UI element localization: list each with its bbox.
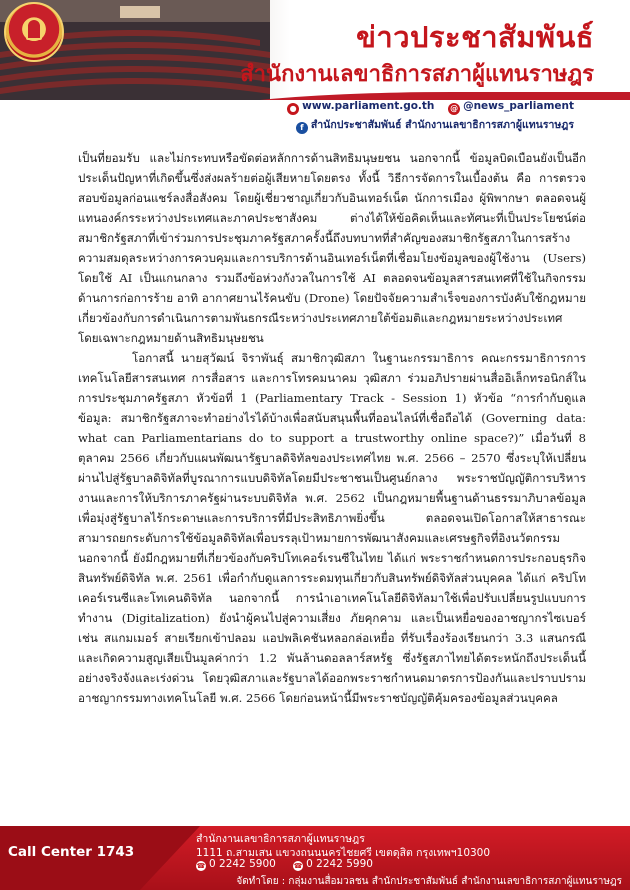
contact-row-facebook <box>296 116 574 134</box>
facebook-icon: f <box>296 122 308 134</box>
twitter-handle[interactable]: @news_parliament <box>463 100 574 112</box>
contact-row-web <box>277 100 574 115</box>
footer-phones <box>196 858 373 871</box>
call-center: Call Center 1743 <box>8 844 135 860</box>
footer-address: 1111 ถ.สามเสน แขวงถนนนครไชยศรี เขตดุสิต กรุงเทพฯ10300 <box>196 847 491 859</box>
footer-credit: จัดทำโดย : กลุ่มงานสื่อมวลชน สำนักประชาสัมพันธ์ สำนักงานเลขาธิการสภาผู้แทนราษฎร <box>236 876 622 887</box>
facebook-page[interactable]: สำนักประชาสัมพันธ์ สำนักงานเลขาธิการสภาผู้แทนราษฎร <box>310 119 574 131</box>
contact-strip <box>0 100 630 132</box>
phone-number-1: 0 2242 5900 <box>209 858 276 870</box>
website-link[interactable]: www.parliament.go.th <box>302 100 435 112</box>
article-paragraph-2: โอกาสนี้ นายสุวัฒน์ จิราพันธุ์ สมาชิกวุฒิสภา ในฐานะกรรมาธิการ คณะกรรมาธิการการเทคโนโลยีสารสนเทศ การสื่อสาร และการโทรคมนาคม วุฒิสภา ร่วมอภิปรายผ่านสื่ออิเล็กทรอนิกส์ในการประชุมภาครัฐสภา หัวข้อที่ 1 (Parliamentary Track - Session 1) หัวข้อ “การกำกับดูแลข้อมูล: สมาชิกรัฐสภาจะทำอย่างไรได้บ้างเพื่อสนับสนุนพื้นที่ออนไลน์ที่เชื่อถือได้ (Governing data: what can Parliamentarians do to support a trustworthy online space?)” เมื่อวันที่ 8 ตุลาคม 2566 เกี่ยวกับแผนพัฒนารัฐบาลดิจิทัลของประเทศไทย พ.ศ. 2566 – 2570 ซึ่งระบุให้เปลี่ยนผ่านไปสู่รัฐบาลดิจิทัลที่บูรณาการแบบดิจิทัลโดยมีประชาชนเป็นศูนย์กลาง พระราชบัญญัติการบริหารงานและการให้บริการภาครัฐผ่านระบบดิจิทัล พ.ศ. 2562 เป็นกฎหมายพื้นฐานด้านธรรมาภิบาลข้อมูลเพื่อมุ่งสู่รัฐบาลไร้กระดาษและการบริการที่มีประสิทธิภาพยิ่งขึ้น ตลอดจนเปิดโอกาสให้สาธารณะสามารถยกระดับการใช้ข้อมูลดิจิทัลเพื่อบรรลุเป้าหมายการพัฒนาสังคมและเศรษฐกิจที่อิงนวัตกรรม นอกจากนี้ ยังมีกฎหมายที่เกี่ยวข้องกับคริปโทเคอร์เรนซีในไทย ได้แก่ พระราชกำหนดการประกอบธุรกิจสินทรัพย์ดิจิทัล พ.ศ. 2561 เพื่อกำกับดูแลการระดมทุนเกี่ยวกับสินทรัพย์ดิจิทัลส่วนบุคคล ได้แก่ คริปโทเคอร์เรนซีและโทเคนดิจิทัล นอกจากนี้ การนำเอาเทคโนโลยีดิจิทัลมาใช้เพื่อปรับเปลี่ยนรูปแบบการทำงาน (Digitalization) ยังนำผู้คนไปสู่ความเสี่ยง ภัยคุกคาม และเป็นเหยื่อของอาชญากรไซเบอร์ เช่น สแกมเมอร์ สายเรียกเข้าปลอม แอปพลิเคชันหลอกล่อเหยื่อ ที่รับเรื่องร้องเรียนกว่า 3.3 แสนกรณี และเกิดความสูญเสียเป็นมูลค่ากว่า 1.2 พันล้านดอลลาร์สหรัฐ ซึ่งรัฐสภาไทยได้ตระหนักถึงประเด็นนี้อย่างจริงจังและเร่งด่วน โดยวุฒิสภาและรัฐบาลได้ออกพระราชกำหนดมาตรการป้องกันและปราบปรามอาชญากรรมทางเทคโนโลยี พ.ศ. 2566 โดยก่อนหน้านี้มีพระราชบัญญัติคุ้มครองข้อมูลส่วนบุคคล <box>78 351 586 705</box>
page-title: ข่าวประชาสัมพันธ์ <box>356 20 594 54</box>
article-paragraph-1: เป็นที่ยอมรับ และไม่กระทบหรือขัดต่อหลักการด้านสิทธิมนุษยชน นอกจากนี้ ข้อมูลบิดเบือนยังเป็นอีกประเด็นปัญหาที่เกิดขึ้นซึ่งส่งผลร้ายต่อผู้เสียหายโดยตรง ทั้งนี้ วิธีการจัดการในเบื้องต้น คือ การตรวจสอบข้อมูลก่อนแชร์ลงสื่อสังคม โดยผู้เชี่ยวชาญเกี่ยวกับอินเทอร์เน็ต นักการเมือง ผู้พิพากษา ตลอดจนผู้แทนองค์กรระหว่างประเทศและภาคประชาสังคม ต่างได้ให้ข้อคิดเห็นและทัศนะที่เป็นประโยชน์ต่อสมาชิกรัฐสภาที่เข้าร่วมการประชุมภาครัฐสภาครั้งนี้ถึงบทบาทที่สำคัญของสมาชิกรัฐสภาในการสร้างความสมดุลระหว่างการควบคุมและการบริการด้านอินเทอร์เน็ตที่เชื่อมโยงข้อมูลของผู้ใช้งาน (Users) โดยใช้ AI เป็นแกนกลาง รวมถึงข้อห่วงกังวลในการใช้ AI ตลอดจนข้อมูลสารสนเทศที่ใช้ในกิจกรรมด้านการก่อการร้าย อาทิ อากาศยานไร้คนขับ (Drone) โดยปัจจัยความสำเร็จของการบังคับใช้กฎหมาย เกี่ยวข้องกับการดำเนินการตามพันธกรณีระหว่างประเทศภายใต้ข้อมติและกฎหมายระหว่างประเทศ โดยเฉพาะกฎหมายด้านสิทธิมนุษยชน <box>78 151 586 345</box>
article-body <box>78 148 586 708</box>
parliament-emblem-logo <box>4 2 64 62</box>
fax-icon: ☎ <box>293 862 303 870</box>
emblem-center <box>26 18 42 40</box>
page-subtitle: สำนักงานเลขาธิการสภาผู้แทนราษฎร <box>240 62 594 87</box>
phone-icon: ☎ <box>196 862 206 870</box>
twitter-icon: @ <box>450 104 459 113</box>
footer-office: สำนักงานเลขาธิการสภาผู้แทนราษฎร <box>196 833 365 845</box>
phone-number-2: 0 2242 5990 <box>306 858 373 870</box>
footer-bar <box>0 826 630 890</box>
header-banner <box>0 0 630 100</box>
globe-icon: ● <box>287 103 299 115</box>
